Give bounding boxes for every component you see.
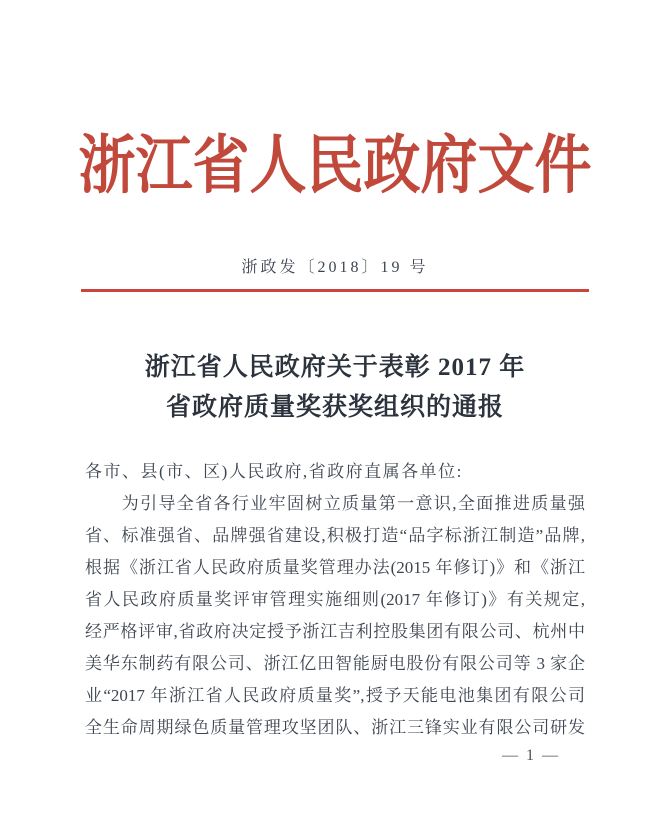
page-number: — 1 — bbox=[502, 746, 560, 764]
paragraph bbox=[85, 488, 585, 744]
body-text bbox=[85, 456, 585, 744]
body-line: 美华东制药有限公司、浙江亿田智能厨电股份有限公司等 3 家企 bbox=[85, 653, 585, 673]
body-line: 根据《浙江省人民政府质量奖管理办法(2015 年修订)》和《浙江 bbox=[85, 557, 585, 577]
doc-title-line-2: 省政府质量奖获奖组织的通报 bbox=[165, 393, 504, 421]
body-line: 省、标准强省、品牌强省建设,积极打造“品字标浙江制造”品牌, bbox=[85, 525, 585, 545]
body-line: 业“2017 年浙江省人民政府质量奖”,授予天能电池集团有限公司 bbox=[85, 685, 585, 705]
doc-title-line-1: 浙江省人民政府关于表彰 2017 年 bbox=[144, 353, 526, 381]
body-line: 全生命周期绿色质量管理攻坚团队、浙江三锋实业有限公司研发 bbox=[85, 717, 585, 737]
body-line: 省人民政府质量奖评审管理实施细则(2017 年修订)》有关规定, bbox=[85, 589, 585, 609]
body-line: 经严格评审,省政府决定授予浙江吉利控股集团有限公司、杭州中 bbox=[85, 621, 585, 641]
doc-number: 浙政发〔2018〕19 号 bbox=[241, 258, 429, 276]
red-divider-rule bbox=[81, 289, 589, 292]
doc-title bbox=[0, 348, 670, 428]
org-title: 浙江省人民政府文件 bbox=[78, 131, 592, 202]
salutation-line: 各市、县(市、区)人民政府,省政府直属各单位: bbox=[85, 461, 463, 481]
body-line: 为引导全省各行业牢固树立质量第一意识,全面推进质量强 bbox=[85, 493, 585, 513]
